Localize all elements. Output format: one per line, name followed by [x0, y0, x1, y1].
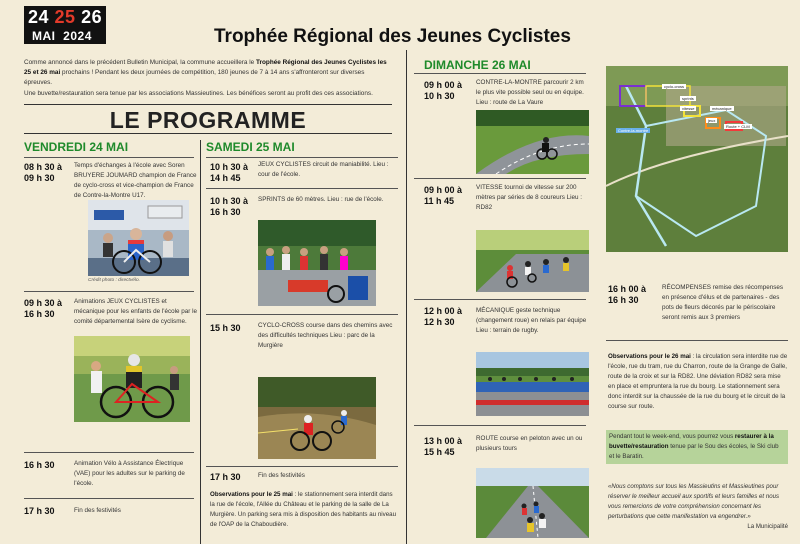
sunday-desc-4: ROUTE course en peloton avec un ou plusieurs tours	[476, 435, 583, 452]
buvette-notice	[606, 430, 788, 464]
photo-route	[476, 468, 589, 538]
divider	[414, 178, 586, 179]
divider	[414, 425, 586, 426]
sunday-desc-3: MÉCANIQUE geste technique (changement roue) en relais par équipe Lieu : terrain de rugby.	[476, 307, 587, 334]
sunday-heading: DIMANCHE 26 MAI	[424, 58, 531, 72]
friday-heading: VENDREDI 24 MAI	[24, 140, 129, 154]
saturday-desc-2: SPRINTS de 60 mètres. Lieu : rue de l'école.	[258, 196, 384, 203]
map-label-cyclo-cross: cyclo-cross	[664, 84, 685, 89]
intro-p1-c: prochains ! Pendant les deux journées de compétition, 180 jeunes de 7 à 14 ans s'affronteront sur diverses épreuves.	[24, 69, 365, 87]
sunday-desc-2: VITESSE tournoi de vitesse sur 200 mètres par séries de 8 coureurs Lieu : RD82	[476, 184, 583, 211]
programme-title: LE PROGRAMME	[24, 104, 392, 134]
intro-p2: Une buvette/restauration sera tenue par les associations Massieutines. Les bénéfices seront au profit des ces associations.	[24, 89, 373, 97]
saturday-time-2: 10 h 30 à 16 h 30	[210, 196, 249, 217]
quote-text: «Nous comptons sur tous les Massieutins et Massieutines pour réserver le meilleur accueil aux sportifs et leurs familles et nous vous remercions de votre compréhension concernant les perturbations que cette manifestation va engendrer.»	[608, 483, 780, 520]
course-map	[606, 66, 788, 252]
divider	[24, 498, 194, 499]
map-label-mecanique: mécanique	[712, 106, 732, 111]
map-label-jeux: jeux	[708, 118, 716, 123]
photo-credit: Crédit photo : directvélo.	[88, 278, 140, 283]
date-year: 2024	[63, 29, 92, 43]
sunday-time-5: 16 h 00 à 16 h 30	[608, 284, 647, 305]
saturday-time-4: 17 h 30	[210, 472, 241, 482]
divider	[24, 291, 194, 292]
date-day-26: 26	[81, 7, 103, 27]
photo-mecanique	[476, 352, 589, 416]
saturday-heading: SAMEDI 25 MAI	[206, 140, 295, 154]
date-day-24: 24	[28, 7, 50, 27]
saturday-observations	[210, 490, 398, 530]
divider	[606, 340, 788, 341]
date-day-25: 25	[54, 7, 76, 27]
map-label-vitesse: vitesse	[682, 106, 695, 111]
column-divider-1	[200, 140, 201, 544]
photo-cyclo-cross	[258, 377, 376, 459]
photo-contre-la-montre	[476, 110, 589, 174]
sunday-time-4: 13 h 00 à 15 h 45	[424, 436, 463, 457]
divider	[206, 466, 398, 467]
divider	[206, 314, 398, 315]
intro-text	[24, 58, 390, 99]
sunday-time-2: 09 h 00 à 11 h 45	[424, 185, 463, 206]
buvette-text-a: Pendant tout le week-end, vous pourrez vous	[609, 433, 735, 440]
friday-desc-1: Temps d'échanges à l'école avec Soren BRUYERE JOUMARD champion de France de cyclo-cross et vice-champion de France de Contre-la-Montre U17.	[74, 162, 197, 199]
intro-p1-bold: Trophée Régional des Jeunes Cyclistes les 25 et 26 mai	[24, 59, 387, 77]
sunday-time-3: 12 h 00 à 12 h 30	[424, 306, 463, 327]
photo-kids-cycling	[74, 336, 190, 422]
saturday-time-3: 15 h 30	[210, 323, 241, 333]
municipal-quote	[608, 482, 788, 532]
saturday-desc-3: CYCLO-CROSS course dans des chemins avec des difficultés techniques Lieu : parc de la Murgière	[258, 322, 393, 349]
buvette-text-bold: restaurer à la buvette/restauration	[609, 433, 774, 450]
sunday-desc-1: CONTRE-LA-MONTRE parcourir 2 km le plus vite possible seul ou en équipe. Lieu : route de La Vaure	[476, 79, 584, 106]
friday-desc-2: Animations JEUX CYCLISTES et mécanique pour les enfants de l'école par le comité départemental Isère de cyclisme.	[74, 298, 198, 325]
sunday-desc-5: RÉCOMPENSES remise des récompenses en présence d'élus et de partenaires - des pots de fleurs décorés par le périscolaire seront remis aux 3 premiers	[662, 284, 784, 321]
saturday-time-1: 10 h 30 à 14 h 45	[210, 162, 249, 183]
divider	[414, 73, 586, 74]
date-badge	[24, 6, 106, 44]
sunday-observations	[608, 352, 788, 412]
buvette-text-c: tenue par le Sou des écoles, le Ski club et le Baratin.	[609, 443, 779, 460]
map-label-sprints: sprints	[682, 96, 694, 101]
signature: La Municipalité	[747, 523, 788, 530]
divider	[24, 452, 194, 453]
divider	[24, 157, 194, 158]
sunday-obs-label: Observations pour le 26 mai	[608, 353, 691, 360]
date-month: MAI	[32, 29, 56, 43]
sunday-time-1: 09 h 00 à 10 h 30	[424, 80, 463, 101]
saturday-obs-label: Observations pour le 25 mai	[210, 491, 293, 498]
friday-desc-4: Fin des festivités	[74, 507, 121, 514]
sunday-obs-text: : la circulation sera interdite rue de l'école, rue du tram, rue du Charron, route de la Grange de Galle, route de la croix et sur la RD82. Une déviation RD82 sera mise en place et empruntera la rue du bourg. Le stationnement sera donc interdit sur la chaussée de la rue du bourg et le circuit de la course sur route.	[608, 353, 788, 410]
photo-champion-podium	[88, 200, 189, 276]
saturday-desc-4: Fin des festivités	[258, 472, 305, 479]
map-label-route-clm: Route + CLM	[726, 124, 750, 129]
divider	[206, 157, 398, 158]
map-label-contre-la-montre: Contre-la-montre	[618, 128, 649, 133]
saturday-obs-text: : le stationnement sera interdit dans la rue de l'école, l'Allée du Château et le parking de la salle de La Murgière. Un parking sera mis à disposition des habitants au niveau de l'OAP de la Chaboudière.	[210, 491, 397, 528]
friday-time-2: 09 h 30 à 16 h 30	[24, 298, 63, 319]
intro-p1-a: Comme annoncé dans le précédent Bulletin Municipal, la commune accueillera le	[24, 59, 256, 66]
saturday-desc-1: JEUX CYCLISTES circuit de maniabilité. Lieu : cour de l'école.	[258, 161, 389, 178]
friday-time-4: 17 h 30	[24, 506, 55, 516]
friday-desc-3: Animation Vélo à Assistance Électrique (VAE) pour les adultes sur le parking de l'école.	[74, 460, 185, 487]
page-title: Trophée Régional des Jeunes Cyclistes	[214, 26, 571, 47]
column-divider-2	[406, 50, 407, 544]
divider	[414, 299, 586, 300]
photo-sprints	[258, 220, 376, 306]
friday-time-1: 08 h 30 à 09 h 30	[24, 162, 63, 183]
friday-time-3: 16 h 30	[24, 460, 55, 470]
photo-vitesse	[476, 230, 589, 292]
divider	[206, 188, 398, 189]
